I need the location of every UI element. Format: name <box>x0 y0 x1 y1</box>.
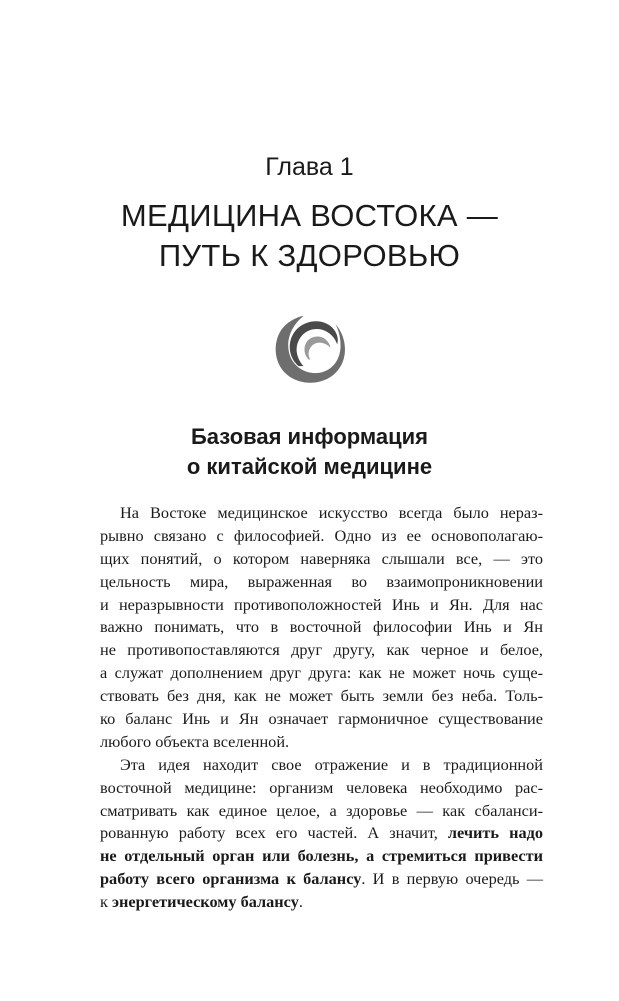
chapter-label: Глава 1 <box>265 153 354 181</box>
paragraph-2-line <box>100 891 543 914</box>
paragraph-2-line <box>100 822 543 845</box>
paragraph-2-text: к <box>100 892 112 912</box>
chapter-title <box>0 196 619 276</box>
section-heading-line: о китайской медицине <box>186 454 433 479</box>
section-heading <box>0 422 619 482</box>
chapter-title-line: МЕДИЦИНА ВОСТОКА — <box>120 198 499 233</box>
paragraph-2-line: сматривать как единое целое, а здоровье — как сбаланси- <box>100 800 543 820</box>
paragraph-1-line: важно понимать, что в восточной философии Инь и Ян <box>100 617 543 637</box>
chapter-title-line: ПУТЬ К ЗДОРОВЬЮ <box>158 238 461 273</box>
paragraph-2-line <box>100 868 543 891</box>
paragraph-2-line: восточной медицине: организм человека необходимо рас- <box>100 777 543 797</box>
paragraph-2-text: рованную работу всех его частей. А значит, <box>100 823 448 843</box>
paragraph-2-text: . <box>298 892 303 912</box>
paragraph-2-line: Эта идея находит свое отражение и в традиционной <box>120 754 543 774</box>
paragraph-1-line: а служат дополнением друг друга: как не может ночь суще- <box>100 663 543 683</box>
paragraph-1-line: рывно связано с философией. Одно из ее основополагаю- <box>100 525 543 545</box>
paragraph-2-bold-line: не отдельный орган или болезнь, а стремиться привести <box>100 846 543 866</box>
section-heading-line: Базовая информация <box>190 424 429 449</box>
paragraph-1-line: На Востоке медицинское искусство всегда было нераз- <box>120 503 543 522</box>
paragraph-1-line: любого объекта вселенной. <box>100 731 290 751</box>
body-text <box>100 502 543 914</box>
paragraph-2-bold-text: лечить надо <box>447 823 544 843</box>
paragraph-2-bold-text: работу всего организма к балансу <box>100 869 362 889</box>
paragraph-1-line: ко баланс Инь и Ян означает гармоничное существование <box>100 709 543 729</box>
paragraph-1-line: и неразрывности противоположностей Инь и Ян. Для нас <box>100 594 543 614</box>
paragraph-2-text: . И в первую очередь — <box>361 869 543 889</box>
paragraph-1-line: не противопоставляются друг другу, как черное и белое, <box>100 640 543 660</box>
paragraph-1-line: ствовать без дня, как не может быть земли без неба. Толь- <box>100 686 543 706</box>
swirl-emblem-icon <box>270 304 354 388</box>
paragraph-1-line: цельность мира, выраженная во взаимопроникновении <box>100 571 543 591</box>
paragraph-1-line: щих понятий, о котором наверняка слышали все, — это <box>100 548 543 568</box>
paragraph-2-bold-text: энергетическому балансу <box>111 892 299 912</box>
